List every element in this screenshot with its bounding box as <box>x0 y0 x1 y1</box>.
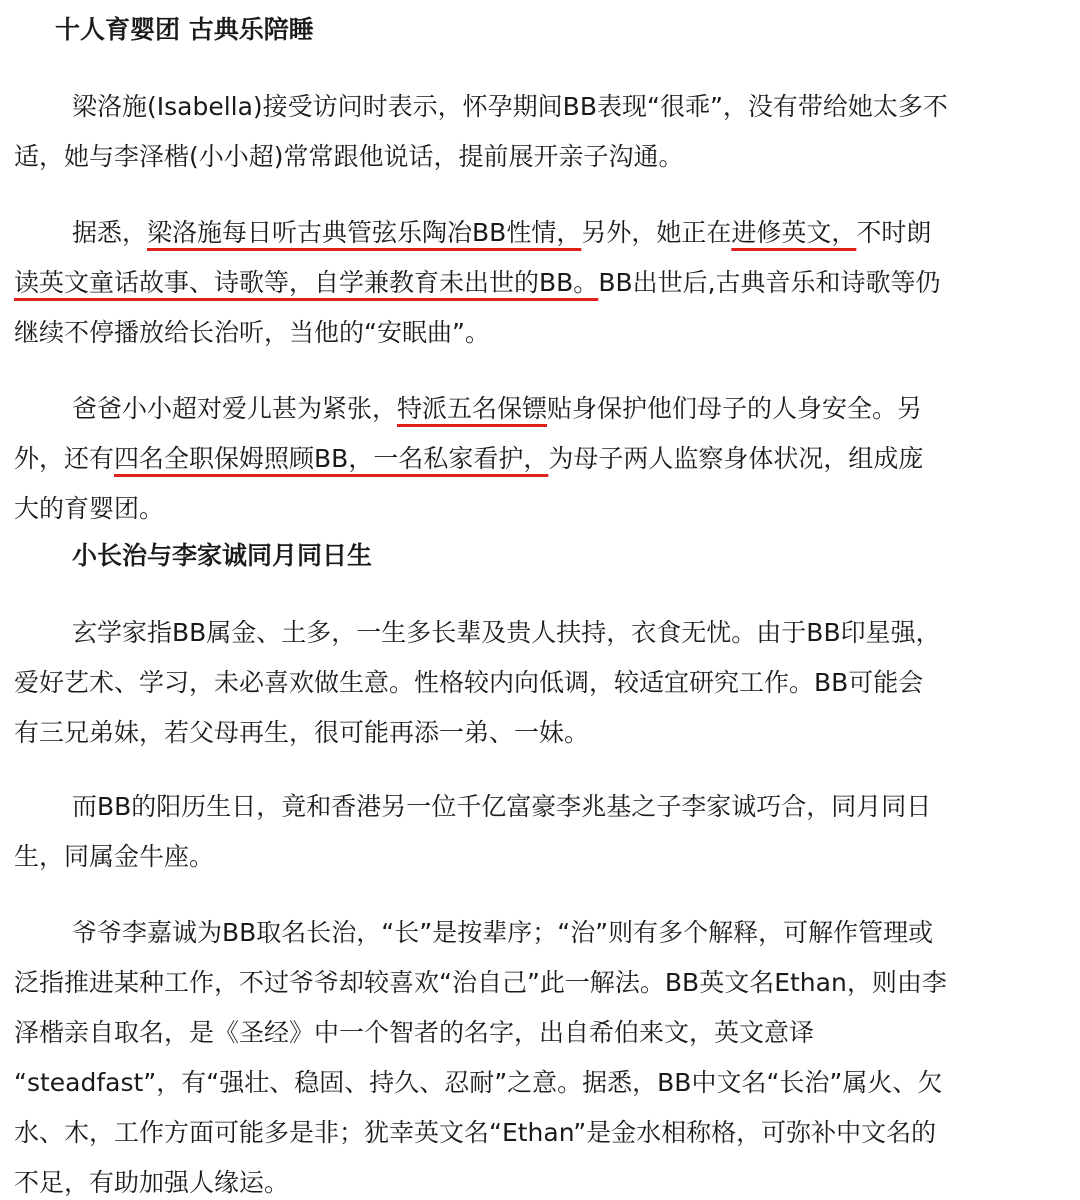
text-line: “steadfast”，有“强壮、稳固、持久、忍耐”之意。据悉，BB中文名“长治”属火、欠 <box>14 1068 943 1097</box>
heading-same-birthday: 小长治与李家诚同月同日生 <box>72 541 373 570</box>
text-line: 生，同属金牛座。 <box>14 842 215 871</box>
text-span: 不时朗 <box>856 218 932 247</box>
text-line: 有三兄弟妹，若父母再生，很可能再添一弟、一妹。 <box>14 718 590 747</box>
text-span: 贴身保护他们母子的人身安全。另 <box>547 394 923 423</box>
text-span: BB出世后,古典音乐和诗歌等仍 <box>598 268 941 297</box>
text-line: 玄学家指BB属金、土多，一生多长辈及贵人扶持，衣食无忧。由于BB印星强， <box>72 618 941 647</box>
text-line: 大的育婴团。 <box>14 494 165 523</box>
text-line: 爱好艺术、学习，未必喜欢做生意。性格较内向低调，较适宜研究工作。BB可能会 <box>14 668 924 697</box>
text-span: 为母子两人监察身体状况，组成庞 <box>548 444 924 473</box>
underlined-text: 特派五名保镖 <box>397 394 548 423</box>
text-line <box>14 266 941 300</box>
text-span: 另外，她正在 <box>581 218 732 247</box>
text-line: 泛指推进某种工作，不过爷爷却较喜欢“治自己”此一解法。BB英文名Ethan，则由李 <box>14 968 947 997</box>
text-line: 梁洛施(Isabella)接受访问时表示，怀孕期间BB表现“很乖”，没有带给她太多不 <box>72 92 948 121</box>
text-line: 爷爷李嘉诚为BB取名长治，“长”是按辈序；“治”则有多个解释，可解作管理或 <box>72 918 934 947</box>
heading-bodyguards: 十人育婴团 古典乐陪睡 <box>55 15 314 44</box>
text-line <box>72 392 922 426</box>
underlined-text: 读英文童话故事、诗歌等，自学兼教育未出世的BB。 <box>14 268 599 297</box>
text-line: 继续不停播放给长治听，当他的“安眠曲”。 <box>14 318 490 347</box>
text-line: 适，她与李泽楷(小小超)常常跟他说话，提前展开亲子沟通。 <box>14 142 684 171</box>
text-line: 泽楷亲自取名，是《圣经》中一个智者的名字，出自希伯来文，英文意译 <box>14 1018 815 1047</box>
text-span: 外，还有 <box>14 444 115 473</box>
text-line: 而BB的阳历生日，竟和香港另一位千亿富豪李兆基之子李家诚巧合，同月同日 <box>72 792 932 821</box>
text-line: 水、木，工作方面可能多是非；犹幸英文名“Ethan”是金水相称格，可弥补中文名的 <box>14 1118 937 1147</box>
underlined-text: 梁洛施每日听古典管弦乐陶冶BB性情， <box>147 218 582 247</box>
text-span: 据悉， <box>72 218 148 247</box>
text-line: 不足，有助加强人缘运。 <box>14 1168 290 1197</box>
text-span: 爸爸小小超对爱儿甚为紧张， <box>72 394 398 423</box>
text-line <box>72 216 931 250</box>
underlined-text: 进修英文， <box>731 218 857 247</box>
text-line <box>14 442 923 476</box>
underlined-text: 四名全职保姆照顾BB，一名私家看护， <box>114 444 549 473</box>
